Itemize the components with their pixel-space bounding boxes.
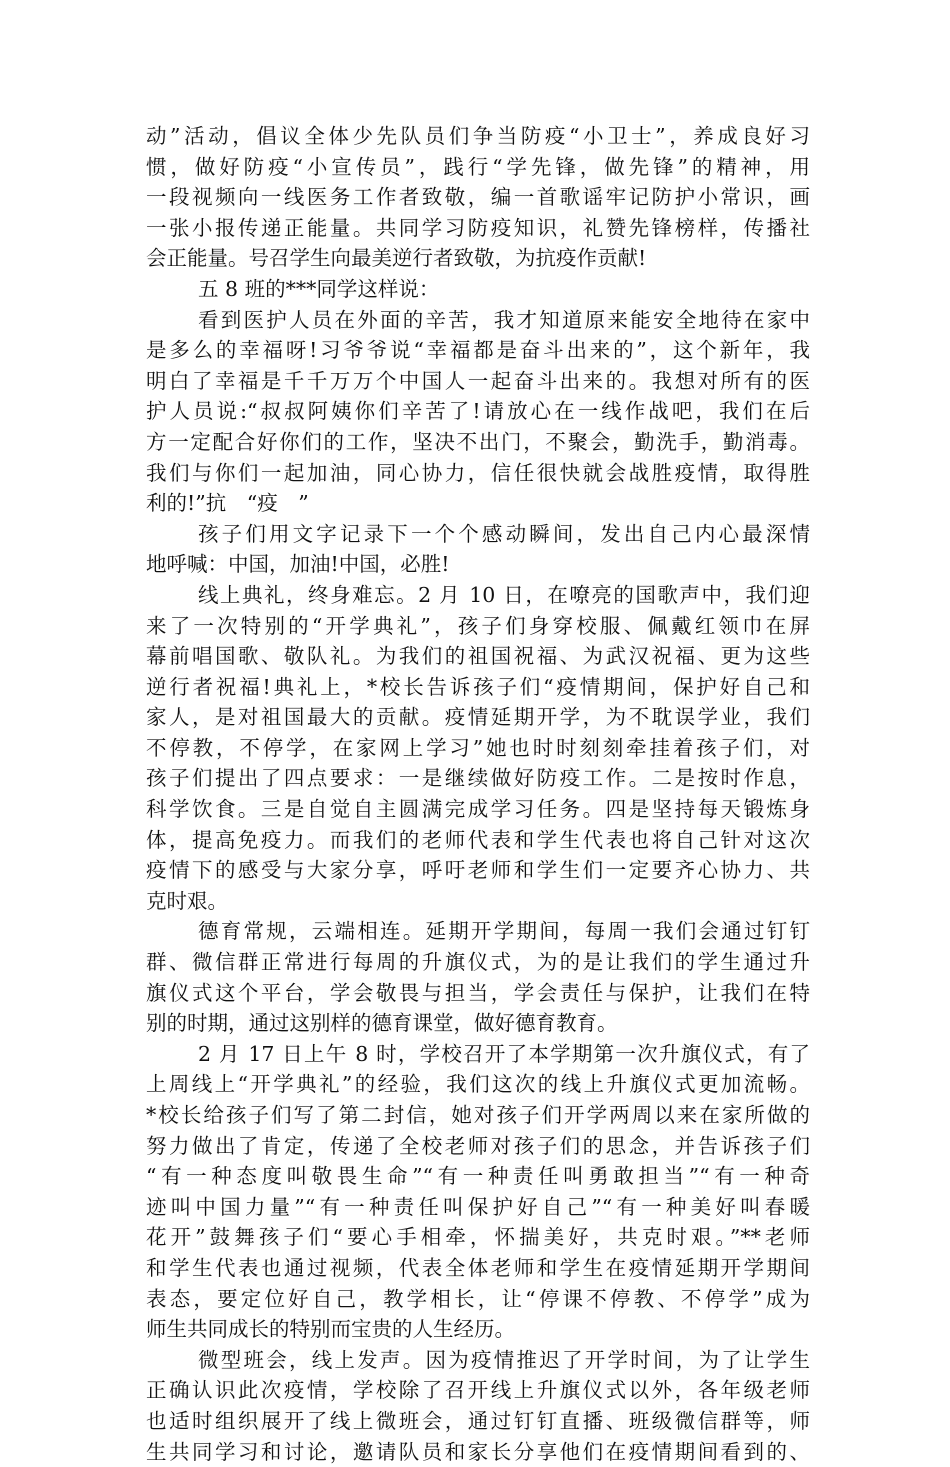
document-body [146,121,810,1467]
text-line: “有一种态度叫敬畏生命”“有一种责任叫勇敢担当”“有一种奇 [146,1164,810,1189]
text-line: 疫情下的感受与大家分享，呼吁老师和学生们一定要齐心协力、共 [146,858,810,883]
text-line: 努力做出了肯定，传递了全校老师对孩子们的思念，并告诉孩子们 [146,1133,810,1158]
text-line: 别的时期，通过这别样的德育课堂，做好德育教育。 [146,1011,618,1036]
text-line: 和学生代表也通过视频，代表全体老师和学生在疫情延期开学期间 [146,1255,810,1280]
text-line: 迹叫中国力量”“有一种责任叫保护好自己”“有一种美好叫春暖 [146,1194,810,1219]
text-line: *校长给孩子们写了第二封信，她对孩子们开学两周以来在家所做的 [146,1103,810,1127]
text-line: 体，提高免疫力。而我们的老师代表和学生代表也将自己针对这次 [146,827,810,852]
text-line: 幕前唱国歌、敬队礼。为我们的祖国祝福、为武汉祝福、更为这些 [146,644,810,669]
text-line: 科学饮食。三是自觉自主圆满完成学习任务。四是坚持每天锻炼身 [146,797,810,822]
text-line: 德育常规，云端相连。延期开学期间，每周一我们会通过钉钉 [198,919,810,944]
text-line: 孩子们用文字记录下一个个感动瞬间，发出自己内心最深情 [198,521,810,546]
text-line: 群、微信群正常进行每周的升旗仪式，为的是让我们的学生通过升 [146,950,810,975]
text-line: 旗仪式这个平台，学会敬畏与担当，学会责任与保护，让我们在特 [146,980,810,1005]
text-line: 一张小报传递正能量。共同学习防疫知识，礼赞先锋榜样，传播社 [146,215,810,240]
text-line: 惯，做好防疫“小宣传员”，践行“学先锋，做先锋”的精神，用 [146,154,810,179]
text-line: 上周线上“开学典礼”的经验，我们这次的线上升旗仪式更加流畅。 [146,1072,810,1097]
text-line: 地呼喊：中国，加油!中国，必胜! [146,552,450,577]
text-line: 动”活动，倡议全体少先队员们争当防疫“小卫士”，养成良好习 [146,124,810,148]
text-line: 方一定配合好你们的工作，坚决不出门，不聚会，勤洗手，勤消毒。 [146,429,810,454]
text-line: 五 8 班的***同学这样说： [198,276,440,301]
text-line: 孩子们提出了四点要求：一是继续做好防疫工作。二是按时作息， [146,766,810,791]
text-line: 利的!”抗 “疫 ” [146,491,309,516]
text-line: 师生共同成长的特别而宝贵的人生经历。 [146,1317,515,1342]
text-line: 也适时组织展开了线上微班会，通过钉钉直播、班级微信群等，师 [146,1408,810,1433]
text-line: 花开”鼓舞孩子们“要心手相牵，怀揣美好，共克时艰。”**老师 [146,1225,810,1250]
text-line: 一段视频向一线医务工作者致敬，编一首歌谣牢记防护小常识，画 [146,185,810,210]
text-line: 逆行者祝福!典礼上，*校长告诉孩子们“疫情期间，保护好自己和 [146,674,810,699]
text-line: 是多么的幸福呀!习爷爷说“幸福都是奋斗出来的”，这个新年，我 [146,338,810,363]
text-line: 家人，是对祖国最大的贡献。疫情延期开学，为不耽误学业，我们 [146,705,810,730]
text-line: 克时艰。 [146,888,228,913]
text-line: 不停教，不停学，在家网上学习”她也时时刻刻牵挂着孩子们，对 [146,735,810,760]
text-line: 我们与你们一起加油，同心协力，信任很快就会战胜疫情，取得胜 [146,460,810,485]
text-line: 微型班会，线上发声。因为疫情推迟了开学时间，为了让学生 [198,1347,810,1372]
text-line: 护人员说:“叔叔阿姨你们辛苦了!请放心在一线作战吧，我们在后 [146,399,810,424]
text-line: 正确认识此次疫情，学校除了召开线上升旗仪式以外，各年级老师 [146,1378,810,1403]
text-line: 表态，要定位好自己，教学相长，让“停课不停教、不停学”成为 [146,1286,810,1311]
text-line: 看到医护人员在外面的辛苦，我才知道原来能安全地待在家中 [198,307,810,332]
text-line: 2 月 17 日上午 8 时，学校召开了本学期第一次升旗仪式，有了 [198,1041,810,1066]
text-line: 会正能量。号召学生向最美逆行者致敬，为抗疫作贡献! [146,246,647,271]
text-line: 线上典礼，终身难忘。2 月 10 日，在嘹亮的国歌声中，我们迎 [198,582,810,607]
text-line: 明白了幸福是千千万万个中国人一起奋斗出来的。我想对所有的医 [146,368,810,393]
text-line: 生共同学习和讨论，邀请队员和家长分享他们在疫情期间看到的、 [146,1439,810,1464]
text-line: 来了一次特别的“开学典礼”，孩子们身穿校服、佩戴红领巾在屏 [146,613,810,638]
